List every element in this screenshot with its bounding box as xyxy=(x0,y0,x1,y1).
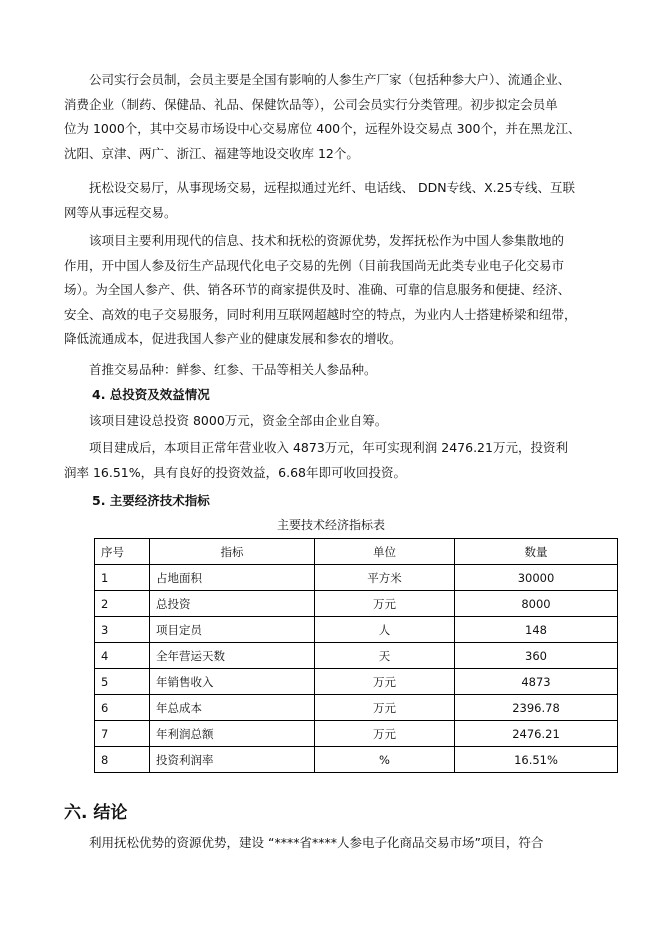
header-cell-indicator: 指标 xyxy=(150,539,315,565)
text-line: 作用，开中国人参及衍生产品现代化电子交易的先例（目前我国尚无此类专业电子化交易市 xyxy=(64,257,565,273)
paragraph-trading-varieties xyxy=(64,358,604,383)
header-cell-unit: 单位 xyxy=(315,539,455,565)
table-row xyxy=(95,669,618,695)
table-row xyxy=(95,617,618,643)
text-line: 安全、高效的电子交易服务，同时利用互联网超越时空的特点，为业内人士搭建桥梁和纽带， xyxy=(64,306,577,322)
cell-indicator: 年利润总额 xyxy=(150,721,315,747)
cell-quantity: 16.51% xyxy=(455,747,618,773)
cell-number: 7 xyxy=(95,721,150,747)
text-line: 首推交易品种：鲜参、红参、干品等相关人参品种。 xyxy=(64,362,377,377)
paragraph-trading-hall xyxy=(64,176,604,225)
cell-indicator: 年销售收入 xyxy=(150,669,315,695)
text-line: 网等从事远程交易。 xyxy=(64,204,177,220)
cell-indicator: 投资利润率 xyxy=(150,747,315,773)
text-line: 消费企业（制药、保健品、礼品、保健饮品等），公司会员实行分类管理。初步拟定会员单 xyxy=(64,96,558,112)
table-row xyxy=(95,721,618,747)
cell-indicator: 项目定员 xyxy=(150,617,315,643)
cell-quantity: 2476.21 xyxy=(455,721,618,747)
indicators-table xyxy=(94,538,618,773)
paragraph-project-advantages xyxy=(64,229,604,352)
header-cell-number: 序号 xyxy=(95,539,150,565)
paragraph-benefits xyxy=(64,436,604,485)
section-5-heading: 5. 主要经济技术指标 xyxy=(92,493,210,508)
section-6-heading: 六. 结论 xyxy=(64,803,128,823)
section-4-heading: 4. 总投资及效益情况 xyxy=(92,387,210,402)
cell-indicator: 年总成本 xyxy=(150,695,315,721)
table-caption: 主要技术经济指标表 xyxy=(276,518,385,532)
text-line: 润率 16.51%，具有良好的投资效益，6.68年即可收回投资。 xyxy=(64,464,406,480)
cell-indicator: 占地面积 xyxy=(150,565,315,591)
text-line: 公司实行会员制，会员主要是全国有影响的人参生产厂家（包括种参大户）、流通企业、 xyxy=(64,72,571,87)
table-row xyxy=(95,747,618,773)
cell-quantity: 30000 xyxy=(455,565,618,591)
header-cell-quantity: 数量 xyxy=(455,539,618,565)
cell-number: 3 xyxy=(95,617,150,643)
text-line: 降低流通成本，促进我国人参产业的健康发展和参农的增收。 xyxy=(64,331,402,346)
cell-number: 5 xyxy=(95,669,150,695)
table-row xyxy=(95,591,618,617)
cell-number: 4 xyxy=(95,643,150,669)
text-line: 沈阳、京津、两广、浙江、福建等地设交收库 12个。 xyxy=(64,145,359,161)
text-line: 该项目建设总投资 8000万元，资金全部由企业自筹。 xyxy=(64,413,388,428)
text-line: 项目建成后，本项目正常年营业收入 4873万元，年可实现利润 2476.21万元，投资利 xyxy=(64,440,568,455)
cell-unit: % xyxy=(315,747,455,773)
cell-indicator: 全年营运天数 xyxy=(150,643,315,669)
cell-quantity: 148 xyxy=(455,617,618,643)
cell-quantity: 4873 xyxy=(455,669,618,695)
cell-unit: 万元 xyxy=(315,669,455,695)
table-row xyxy=(95,695,618,721)
cell-quantity: 2396.78 xyxy=(455,695,618,721)
cell-unit: 天 xyxy=(315,643,455,669)
cell-unit: 万元 xyxy=(315,695,455,721)
cell-number: 6 xyxy=(95,695,150,721)
cell-unit: 万元 xyxy=(315,721,455,747)
text-line: 场）。为全国人参产、供、销各环节的商家提供及时、准确、可靠的信息服务和便捷、经济、 xyxy=(64,282,571,297)
cell-number: 1 xyxy=(95,565,150,591)
text-line: 位为 1000个，其中交易市场设中心交易席位 400个，远程外设交易点 300个，并在黑龙江、 xyxy=(64,121,581,136)
cell-number: 2 xyxy=(95,591,150,617)
text-line: 该项目主要利用现代的信息、技术和抚松的资源优势，发挥抚松作为中国人参集散地的 xyxy=(64,233,565,248)
table-row xyxy=(95,643,618,669)
table-header-row xyxy=(95,539,618,565)
cell-unit: 人 xyxy=(315,617,455,643)
cell-indicator: 总投资 xyxy=(150,591,315,617)
paragraph-conclusion xyxy=(64,831,604,856)
text-line: 利用抚松优势的资源优势，建设 “****省****人参电子化商品交易市场”项目，符合 xyxy=(64,835,544,850)
cell-unit: 万元 xyxy=(315,591,455,617)
paragraph-total-investment xyxy=(64,409,604,434)
cell-quantity: 360 xyxy=(455,643,618,669)
cell-quantity: 8000 xyxy=(455,591,618,617)
cell-number: 8 xyxy=(95,747,150,773)
paragraph-membership xyxy=(64,68,604,166)
text-line: 抚松设交易厅，从事现场交易，远程拟通过光纤、电话线、 DDN专线、X.25专线、互联 xyxy=(64,180,576,195)
table-row xyxy=(95,565,618,591)
cell-unit: 平方米 xyxy=(315,565,455,591)
